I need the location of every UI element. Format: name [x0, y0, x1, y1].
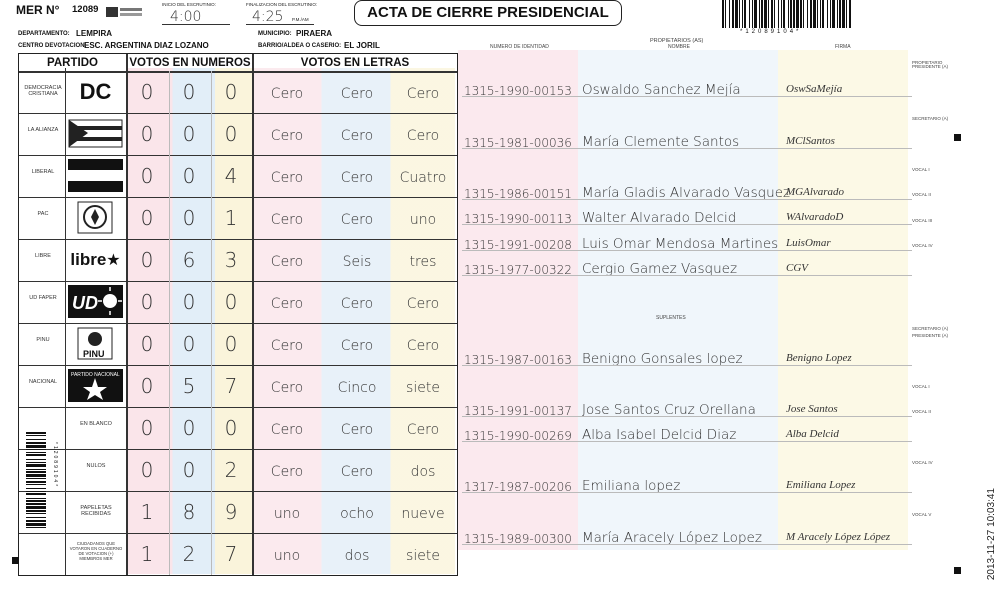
barcode-bar — [722, 0, 724, 28]
row-line — [19, 365, 457, 366]
member-role: VOCAL V — [912, 512, 932, 517]
party-name: UD FAPER — [29, 295, 57, 301]
member-row-line — [462, 544, 912, 545]
barcode-bar — [793, 0, 795, 28]
barcode-bar — [771, 0, 773, 28]
departamento-value: LEMPIRA — [76, 29, 112, 38]
vote-word: siete — [406, 548, 440, 564]
col-line — [211, 71, 212, 575]
barcode-bar — [26, 432, 46, 434]
barcode-bar — [803, 0, 804, 28]
extra-role: PROPIETARIO — [912, 60, 943, 65]
member-role: VOCAL I — [912, 167, 930, 172]
barcode-bar — [754, 0, 757, 28]
vote-digit: 0 — [140, 416, 154, 440]
municipio-value: PIRAERA — [296, 29, 333, 38]
vote-word: Cero — [340, 128, 374, 144]
member-id: 1315-1990-00269 — [464, 429, 572, 443]
vote-digit: 0 — [182, 458, 196, 482]
col-numeros-header: VOTOS EN NUMEROS — [129, 57, 251, 69]
member-name: Walter Alvarado Delcid — [582, 210, 737, 226]
row-line — [19, 449, 457, 450]
barcode-bar — [800, 0, 802, 28]
barcode-bar — [725, 0, 726, 28]
barcode-bar — [26, 527, 46, 528]
col-line — [65, 68, 66, 575]
member-signature: CGV — [786, 262, 808, 274]
barcode-bar — [26, 452, 46, 453]
vote-word: Cero — [340, 212, 374, 228]
vote-word: Cero — [406, 128, 440, 144]
vote-word: Cero — [270, 380, 304, 396]
row-line — [19, 71, 457, 73]
vote-digit: 0 — [224, 416, 238, 440]
party-logo-icon: DC — [79, 78, 112, 104]
barcode-bar — [26, 513, 46, 514]
vote-digit: 0 — [140, 206, 154, 230]
barcode-bar — [783, 0, 785, 28]
results-table — [18, 53, 458, 576]
member-role: VOCAL IV — [912, 460, 933, 465]
municipio-label: MUNICIPIO: — [258, 31, 292, 37]
vote-word: Cero — [340, 338, 374, 354]
vote-word: uno — [273, 506, 301, 522]
barcode-bar — [778, 0, 779, 28]
barcode-bar — [26, 481, 46, 483]
barcode-bar — [732, 0, 734, 28]
barcode-bar — [26, 449, 46, 450]
barcode-bar — [846, 0, 847, 28]
vote-digit: 0 — [224, 122, 238, 146]
final-underline — [246, 24, 314, 25]
mer-label: MER N° — [16, 3, 60, 17]
vote-digit: 3 — [224, 248, 238, 272]
party-name: CIUDADANOS QUE VOTARON EN CUADERNO DE VOTACION (+) MIEMBROS MER — [69, 541, 123, 561]
vote-word: Cero — [406, 338, 440, 354]
corner-mark — [12, 557, 19, 564]
barcode-bar — [26, 439, 46, 440]
vote-word: Cero — [406, 296, 440, 312]
member-row-line — [462, 199, 912, 200]
member-signature: LuisOmar — [786, 237, 831, 249]
vote-word: Cero — [270, 86, 304, 102]
vote-digit: 0 — [140, 164, 154, 188]
left-barcode-text: *12089104* — [52, 442, 58, 489]
vote-word: Cero — [340, 86, 374, 102]
top-barcode-icon — [722, 0, 852, 28]
member-name: María Aracely López Lopez — [582, 530, 762, 546]
vote-word: Cero — [270, 128, 304, 144]
barcode-bar — [788, 0, 789, 28]
mer-number: 12089 — [72, 4, 99, 15]
member-name: Cergio Gamez Vasquez — [582, 261, 738, 277]
member-id: 1317-1987-00206 — [464, 480, 572, 494]
member-row-line — [462, 365, 912, 366]
member-signature: WAlvaradoD — [786, 211, 844, 223]
vote-word: Seis — [342, 254, 372, 270]
member-name: Benigno Gonsales lopez — [582, 351, 743, 367]
party-name: EN BLANCO — [80, 421, 112, 427]
vote-digit: 5 — [182, 374, 196, 398]
barcode-bar — [817, 0, 818, 28]
member-signature: OswSaMejía — [786, 83, 843, 95]
barcode-bar — [849, 0, 851, 28]
barcode-bar — [749, 0, 750, 28]
vote-word: siete — [406, 380, 440, 396]
member-id: 1315-1991-00208 — [464, 238, 572, 252]
band-id-pink — [458, 50, 578, 550]
member-id: 1315-1989-00300 — [464, 532, 572, 546]
barcode-bar — [26, 462, 46, 463]
vote-digit: 0 — [182, 122, 196, 146]
vote-digit: 8 — [182, 500, 196, 524]
member-role: PRESIDENTE (A) — [912, 333, 949, 338]
top-barcode-text: *12089104* — [740, 29, 802, 35]
barcode-bar — [26, 469, 46, 470]
vote-word: Cero — [270, 422, 304, 438]
vote-word: dos — [344, 548, 370, 564]
centro-label: CENTRO DEVOTACION: — [18, 43, 87, 49]
barcode-bar — [742, 0, 743, 28]
band-name-blue — [578, 50, 778, 550]
col-sig-header: FIRMA — [835, 44, 851, 50]
barcode-bar — [26, 474, 46, 477]
row-line — [19, 113, 457, 114]
barcode-bar — [827, 0, 828, 28]
barcode-bar — [26, 488, 46, 489]
barcode-bar — [26, 517, 46, 518]
barcode-bar — [820, 0, 821, 28]
vote-word: Cero — [340, 422, 374, 438]
member-role: VOCAL IV — [912, 243, 933, 248]
party-name: PAPELETAS RECIBIDAS — [80, 505, 112, 517]
barcode-bar — [26, 459, 46, 460]
member-name: María Gladis Alvarado Vasquez — [582, 185, 791, 201]
barcode-bar — [813, 0, 816, 28]
barcode-bar — [26, 510, 46, 512]
row-line — [19, 155, 457, 156]
barcode-bar — [26, 484, 46, 485]
barcode-bar — [735, 0, 738, 28]
scan-timestamp: 2013-11-27 10:03:41 — [986, 488, 997, 581]
vote-word: Cero — [270, 464, 304, 480]
member-role: SECRETARIO (A) — [912, 116, 949, 121]
inicio-label: INICIO DEL ESCRUTINIO: — [162, 2, 216, 7]
col-id-header: NUMERO DE IDENTIDAD — [490, 44, 549, 50]
col-name-header: NOMBRE — [668, 44, 690, 50]
vote-digit: 0 — [140, 458, 154, 482]
barcode-bar — [796, 0, 799, 28]
member-row-line — [462, 148, 912, 149]
vote-word: nueve — [401, 506, 445, 522]
member-signature: MGAlvarado — [786, 186, 845, 198]
barcode-bar — [729, 0, 730, 28]
vote-digit: 0 — [182, 164, 196, 188]
vote-digit: 7 — [224, 542, 238, 566]
barcode-bar — [26, 464, 46, 467]
final-suffix: P.M./AM — [292, 17, 309, 22]
member-role: VOCAL I — [912, 384, 930, 389]
barcode-bar — [842, 0, 845, 28]
member-name: Jose Santos Cruz Orellana — [582, 402, 756, 418]
party-logo-icon — [68, 327, 123, 360]
barrio-value: EL JORIL — [344, 41, 380, 50]
barcode-bar — [26, 435, 46, 436]
barcode-bar — [774, 0, 775, 28]
row-line — [19, 407, 457, 408]
vote-word: Cero — [270, 254, 304, 270]
vote-digit: 4 — [224, 164, 238, 188]
vote-digit: 1 — [224, 206, 238, 230]
col-letras-header: VOTOS EN LETRAS — [300, 57, 410, 69]
member-role: VOCAL II — [912, 409, 931, 414]
member-role: PRESIDENTE (A) — [912, 64, 949, 69]
col-line — [252, 54, 254, 575]
party-logo-icon — [68, 201, 123, 234]
vote-digit: 0 — [182, 206, 196, 230]
svg-text:PINU: PINU — [83, 349, 105, 359]
party-logo-icon: libre ★ — [70, 249, 121, 269]
vote-word: Cinco — [337, 380, 377, 396]
barcode-bar — [26, 445, 46, 448]
barcode-bar — [761, 0, 763, 28]
member-name: Emiliana lopez — [582, 478, 681, 494]
col-partido-header: PARTIDO — [47, 57, 98, 69]
vote-digit: 0 — [140, 374, 154, 398]
vote-digit: 0 — [140, 248, 154, 272]
member-id: 1315-1990-00113 — [464, 212, 572, 226]
tse-logo-icon — [106, 5, 144, 17]
col-line — [126, 54, 128, 575]
member-signature: Emiliana Lopez — [786, 479, 856, 491]
final-label: FINALIZACION DEL ESCRUTINIO: — [246, 2, 318, 7]
vote-digit: 1 — [140, 500, 154, 524]
member-row-line — [462, 250, 912, 251]
row-line — [19, 533, 457, 534]
barcode-bar — [790, 0, 792, 28]
vote-word: Cero — [340, 464, 374, 480]
row-line — [19, 197, 457, 198]
vote-digit: 0 — [140, 80, 154, 104]
page-title: ACTA DE CIERRE PRESIDENCIAL — [354, 0, 622, 26]
barcode-bar — [739, 0, 740, 28]
member-row-line — [462, 224, 912, 225]
inicio-value: 4:00 — [170, 9, 202, 25]
barcode-bar — [752, 0, 753, 28]
member-id: 1315-1981-00036 — [464, 136, 572, 150]
member-row-line — [462, 492, 912, 493]
vote-word: uno — [409, 212, 437, 228]
vote-word: Cero — [270, 338, 304, 354]
vote-word: ocho — [340, 506, 374, 522]
vote-word: Cero — [406, 422, 440, 438]
vote-word: Cero — [340, 296, 374, 312]
member-name: María Clemente Santos — [582, 134, 740, 150]
barcode-bar — [781, 0, 782, 28]
centro-value: ESC. ARGENTINA DIAZ LOZANO — [84, 41, 209, 50]
member-name: Luis Omar Mendosa Martines — [582, 236, 779, 252]
party-name: LA ALIANZA — [27, 127, 59, 133]
member-signature: Jose Santos — [786, 403, 838, 415]
barcode-bar — [26, 523, 46, 526]
svg-text:UD: UD — [72, 293, 98, 313]
party-logo-icon — [68, 117, 123, 150]
vote-word: Cero — [406, 86, 440, 102]
member-row-line — [462, 96, 912, 97]
party-name: LIBRE — [35, 253, 51, 259]
vote-digit: 7 — [224, 374, 238, 398]
vote-digit: 0 — [182, 80, 196, 104]
vote-word: Cero — [270, 170, 304, 186]
svg-text:PARTIDO NACIONAL: PARTIDO NACIONAL — [71, 372, 120, 378]
party-logo-icon — [68, 285, 123, 318]
vote-digit: 1 — [140, 542, 154, 566]
vote-digit: 0 — [224, 332, 238, 356]
band-sig-yellow — [778, 50, 908, 550]
vote-word: uno — [273, 548, 301, 564]
departamento-label: DEPARTAMENTO: — [18, 31, 70, 37]
final-value: 4:25 — [252, 9, 284, 25]
member-id: 1315-1987-00163 — [464, 353, 572, 367]
barcode-bar — [26, 478, 46, 479]
party-name: NULOS — [86, 463, 106, 469]
vote-digit: 0 — [182, 290, 196, 314]
vote-word: Cero — [270, 296, 304, 312]
vote-word: Cero — [340, 170, 374, 186]
vote-word: dos — [410, 464, 436, 480]
suplentes-header: SUPLENTES — [656, 315, 686, 321]
member-name: Alba Isabel Delcid Diaz — [582, 427, 737, 443]
barcode-bar — [26, 520, 46, 522]
col-line — [169, 71, 170, 575]
vote-digit: 0 — [224, 290, 238, 314]
barcode-bar — [768, 0, 769, 28]
barrio-label: BARRIO/ALDEA O CASERIO: — [258, 43, 342, 49]
party-logo-icon — [68, 369, 123, 402]
vote-digit: 0 — [140, 122, 154, 146]
party-name: DEMOCRACIA CRISTIANA — [24, 85, 62, 97]
party-name: LIBERAL — [31, 169, 55, 175]
barcode-bar — [26, 500, 46, 502]
barcode-bar — [832, 0, 835, 28]
barcode-bar — [839, 0, 841, 28]
vote-digit: 2 — [224, 458, 238, 482]
vote-digit: 0 — [224, 80, 238, 104]
vote-digit: 0 — [182, 332, 196, 356]
inicio-underline — [162, 24, 230, 25]
barcode-bar — [807, 0, 808, 28]
vote-digit: 2 — [182, 542, 196, 566]
barcode-bar — [26, 471, 46, 473]
member-signature: MClSantos — [786, 135, 835, 147]
vote-digit: 0 — [140, 290, 154, 314]
barcode-bar — [764, 0, 767, 28]
member-signature: Benigno Lopez — [786, 352, 852, 364]
party-logo-icon — [68, 159, 123, 192]
member-id: 1315-1977-00322 — [464, 263, 572, 277]
barcode-bar — [744, 0, 746, 28]
member-id: 1315-1990-00153 — [464, 84, 572, 98]
barcode-bar — [26, 493, 46, 495]
vote-word: tres — [409, 254, 437, 270]
row-line — [19, 491, 457, 492]
vote-digit: 0 — [140, 332, 154, 356]
vote-digit: 0 — [182, 416, 196, 440]
barcode-bar — [26, 442, 46, 444]
barcode-bar — [26, 491, 46, 492]
barcode-bar — [810, 0, 812, 28]
extra-role: SECRETARIO (A) — [912, 326, 949, 331]
party-name: PAC — [37, 211, 49, 217]
member-id: 1315-1986-00151 — [464, 187, 572, 201]
vote-word: Cero — [270, 212, 304, 228]
barcode-bar — [837, 0, 838, 28]
vote-digit: 6 — [182, 248, 196, 272]
row-line — [19, 239, 457, 240]
member-role: VOCAL II — [912, 192, 931, 197]
barcode-bar — [26, 503, 46, 505]
barcode-bar — [830, 0, 831, 28]
barcode-bar — [26, 498, 46, 499]
member-name: Oswaldo Sanchez Mejía — [582, 82, 741, 98]
vote-word: Cuatro — [399, 170, 447, 186]
member-role: VOCAL III — [912, 218, 933, 223]
barcode-bar — [26, 506, 46, 509]
party-name: PINU — [36, 337, 50, 343]
right-mark-2 — [954, 567, 961, 574]
party-name: NACIONAL — [28, 379, 58, 385]
member-row-line — [462, 416, 912, 417]
member-id: 1315-1991-00137 — [464, 404, 572, 418]
vote-digit: 9 — [224, 500, 238, 524]
barcode-bar — [822, 0, 824, 28]
barcode-bar — [759, 0, 760, 28]
member-signature: Alba Delcid — [786, 428, 839, 440]
member-row-line — [462, 441, 912, 442]
member-signature: M Aracely López López — [786, 531, 890, 543]
owners-header: PROPIETARIOS (AS) — [650, 38, 704, 44]
row-line — [19, 323, 457, 324]
barcode-bar — [26, 454, 46, 456]
row-line — [19, 281, 457, 282]
member-row-line — [462, 275, 912, 276]
right-mark-1 — [954, 134, 961, 141]
